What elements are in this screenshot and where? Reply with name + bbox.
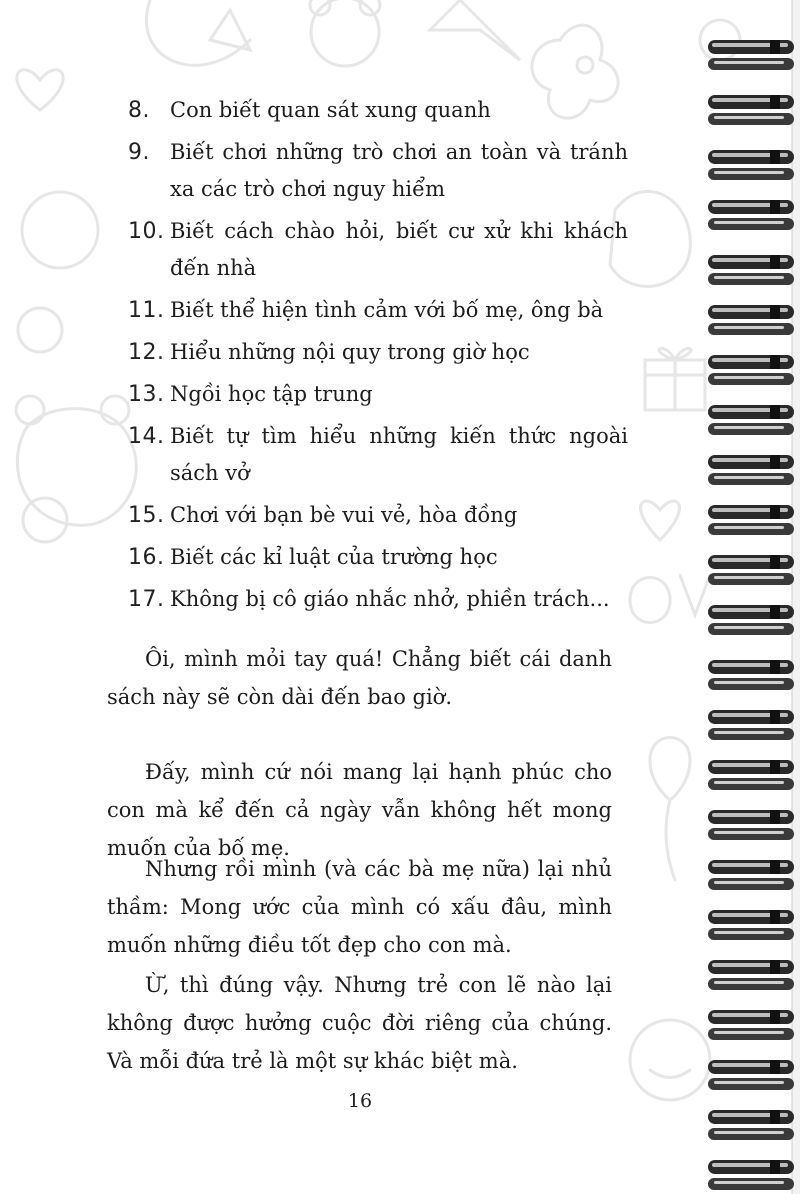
list-item xyxy=(128,334,628,371)
list-item-number: 9. xyxy=(128,140,150,165)
paragraph-good-intentions: Nhưng rồi mình (và các bà mẹ nữa) lại nhủ thầm: Mong ước của mình có xấu đâu, mình muốn những điều tốt đẹp cho con mà. xyxy=(107,857,612,957)
wish-list xyxy=(128,92,628,623)
doodle-heart-small-icon xyxy=(641,501,680,540)
list-item xyxy=(128,134,628,208)
page-number: 16 xyxy=(347,1090,373,1112)
doodle-balloon-icon xyxy=(650,738,690,881)
list-item-number: 8. xyxy=(128,98,150,123)
list-item-text: Con biết quan sát xung quanh xyxy=(170,98,491,122)
list-item xyxy=(128,376,628,413)
list-item-text: Biết tự tìm hiểu những kiến thức ngoài sách vở xyxy=(170,424,628,485)
list-item xyxy=(128,92,628,129)
list-item-text: Biết chơi những trò chơi an toàn và tránh xa các trò chơi nguy hiểm xyxy=(170,140,628,201)
list-item-number: 11. xyxy=(128,298,165,323)
list-item-text: Biết thể hiện tình cảm với bố mẹ, ông bà xyxy=(170,298,604,322)
list-item-number: 15. xyxy=(128,503,165,528)
list-item-text: Hiểu những nội quy trong giờ học xyxy=(170,340,530,364)
doodle-bear-icon xyxy=(311,0,379,66)
list-item xyxy=(128,418,628,492)
list-item xyxy=(128,581,628,618)
list-item-text: Biết cách chào hỏi, biết cư xử khi khách đến nhà xyxy=(170,219,628,280)
doodle-love-text-icon xyxy=(630,575,710,623)
list-item-number: 17. xyxy=(128,587,165,612)
doodle-leaf-icon xyxy=(146,0,250,65)
list-item-number: 16. xyxy=(128,545,165,570)
list-item xyxy=(128,539,628,576)
list-item xyxy=(128,213,628,287)
doodle-ribbon-icon xyxy=(430,0,520,60)
paragraph-children-own-life: Ừ, thì đúng vậy. Nhưng trẻ con lẽ nào lại không được hưởng cuộc đời riêng của chúng. Và mỗi đứa trẻ là một sự khác biệt mà. xyxy=(107,973,612,1073)
list-item-text: Biết các kỉ luật của trường học xyxy=(170,545,498,569)
doodle-face-icon xyxy=(630,1020,710,1100)
list-item-number: 10. xyxy=(128,219,165,244)
list-item-text: Chơi với bạn bè vui vẻ, hòa đồng xyxy=(170,503,518,527)
doodle-bear-face-icon xyxy=(17,409,136,526)
paragraph-tired-hand: Ôi, mình mỏi tay quá! Chẳng biết cái danh sách này sẽ còn dài đến bao giờ. xyxy=(107,647,612,709)
list-item-number: 12. xyxy=(128,340,165,365)
spiral-binding xyxy=(700,0,800,1194)
paragraph-parents-wishes: Đấy, mình cứ nói mang lại hạnh phúc cho con mà kể đến cả ngày vẫn không hết mong muốn của bố mẹ. xyxy=(107,760,612,860)
doodle-bubble-icon xyxy=(22,192,98,268)
doodle-heart-icon xyxy=(17,70,63,110)
list-item xyxy=(128,497,628,534)
list-item-text: Ngồi học tập trung xyxy=(170,382,373,406)
list-item-text: Không bị cô giáo nhắc nhở, phiền trách... xyxy=(170,587,610,611)
list-item-number: 14. xyxy=(128,424,165,449)
list-item xyxy=(128,292,628,329)
doodle-gift-icon xyxy=(645,348,705,410)
list-item-number: 13. xyxy=(128,382,165,407)
